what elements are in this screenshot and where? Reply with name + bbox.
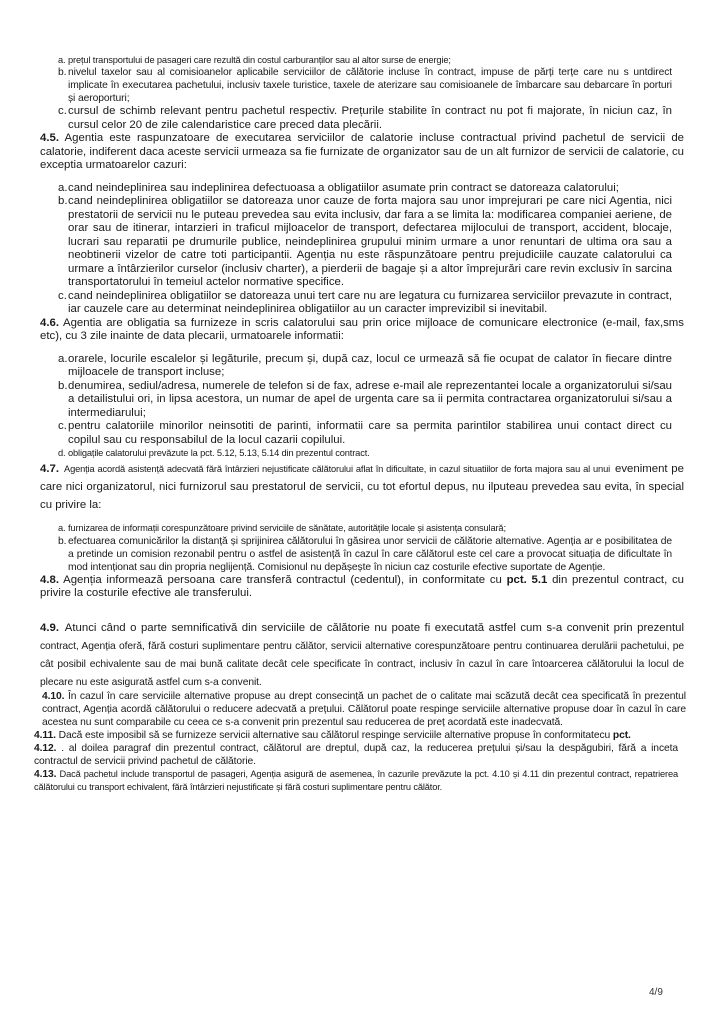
list-item-text: cand neindeplinirea obligatiilor se datoreaza unor cauze de forta majora sau unor imprejurari pe care nici Agentia, nici prestatorii de servicii nu le puteau prevedea sau evita inclusiv, dar fara a se limita la: modificarea companiei aeriene, de orar sau de itinerar, intarzieri in traficul mijloacelor de transport, defectarea mijlocului de transport, accident, blocaje, lucrari sau reparatii pe drumurile publice, neindeplinirea grupului minim urmare a unor renuntari de ultima ora sau a neobtinerii vizelor de catre toti participantii. Agenția nu este răspunzătoare pentru prejudiciile cauzate calatorului ca urmare a întârzierilor curselor (inclusiv charter), a pierderii de bagaje și a altor împrejurări care revin exclusiv în sarcina transportatorului în temeiul actelor normative specifice. [68,195,672,289]
section-number: 4.8. [40,573,59,586]
list-marker: b. [58,195,68,208]
section-4-5 [28,132,684,173]
list-item [52,290,672,317]
list-marker: a. [58,55,66,65]
list-item [52,353,672,380]
section-text-continued: din prezentul contract, cu privire la costurile efective ale transferului. [40,573,684,600]
list-marker: b. [58,67,67,79]
section-4-10 [28,690,686,729]
list-item-text: orarele, locurile escalelor și legăturile, precum și, după caz, locul ce urmează să fie ocupat de calator în fiecare dintre mijloacele de transport incluse; [68,352,672,379]
list-item [52,195,672,290]
section-number: 4.12. [34,742,57,754]
list-item-text: nivelul taxelor sau al comisioanelor aplicabile serviciilor de călătorie incluse în contract, impuse de părți terțe care nu s untdirect implicate în executarea pachetului, inclusiv taxele turistice, taxele de aterizare sau comisioanele de îmbarcare sau debarcare în porturi și aeroporturi; [68,67,672,105]
list-item [52,105,672,132]
list-item-text: efectuarea comunicărilor la distanță și sprijinirea călătorului în găsirea unor servicii de călătorie alternative. Agenția ar e posibilitatea de a pretinde un comision rezonabil pentru o astfel de asistență în cazul în care călătorul este cel care a provocat situația de dificultate în mod intenționat sau din propria neglijență. Comisionul nu depășește în niciun caz costurile efective suportate de Agenție. [68,535,672,573]
list-item-text: prețul transportului de pasageri care rezultă din costul carburanților sau al altor surse de energie; [68,55,451,65]
section-text: Dacă pachetul include transportul de pasageri, Agenția asigură de asemenea, în cazurile prevăzute la pct. 4.10 și 4.11 din prezentul contract, repatrierea călătorului cu transport echivalent, fără întârzieri nejustificate și fără costuri suplimentare pentru călător. [34,768,678,792]
list-item [52,420,672,447]
section-4-9 [28,618,684,690]
section-reference: pct. [612,729,631,741]
section-number: 4.6. [40,316,59,329]
list-item [52,522,672,534]
section-text: Dacă este imposibil să se furnizeze servicii alternative sau călătorul respinge serviciile alternative propuse în conformitatecu [58,729,611,741]
section-text-small: Agenția acordă asistență adecvată fără întârzieri nejustificate călătorului aflat în dificultate, in cazul situatiilor de forta majora sau al unui [64,464,610,475]
section-4-12 [28,742,678,768]
list-marker: c. [58,105,67,118]
list-item [52,182,672,196]
section-text: Agenția informează persoana care transferă contractul (cedentul), in conformitate cu [63,573,502,586]
section-number: 4.13. [34,768,57,780]
list-marker: b. [58,379,68,392]
section-text: În cazul în care serviciile alternative propuse au drept consecință un pachet de o calitate mai scăzută decât cea specificată în prezentul contract, Agenția acordă călătorului o reducere adecvată a prețului. Călătorul poate respinge serviciile alternative propuse doar în cazul în care acestea nu sunt comparabile cu ceea ce s-a convenit prin prezentul sau reducerea de preț acordată este inadecvată. [42,690,687,728]
list-marker: a. [58,181,68,194]
section-text: eveniment pe care nici organizatorul, nici furnizorul sau prestatorul de servicii, cu tot efortul depus, nu ilputeau prevedea sau evita, în special cu privire la: [40,463,684,512]
page-content [34,54,687,793]
section-text: Agentia este raspunzatoare de executarea serviciilor de calatorie incluse contractual privind pachetul de servicii de calatorie, indiferent daca aceste servicii urmeaza sa fie furnizate de organizator sau de un alt furnizor de servicii de calatorie, cu exceptia urmatoarelor cazuri: [40,132,684,172]
section-number: 4.9. [40,621,59,634]
section-4-8 [28,574,684,601]
list-item-text: furnizarea de informații corespunzătoare privind serviciile de sănătate, autoritățile locale și asistența consulară; [68,523,506,534]
list-marker: c. [58,289,67,302]
section-text-lead: Atunci când o parte semnificativă din serviciile de călătorie nu poate fi executată astfel cum s-a convenit prin prezentul [64,621,684,634]
list-item [52,535,672,574]
list-item [52,447,672,459]
section-4-13 [28,768,678,793]
section-text: contract, Agenția oferă, fără costuri suplimentare pentru călător, servicii alternative corespunzătoare pentru continuarea derulării pachetului, pe cât posibil echivalente sau de mai bună calitate decât cele specificate în contract, inclusiv în cazul în care întoarcerea călătorului la locul de plecare nu este asigurată astfel cum s-a convenit. [40,640,684,688]
list-item-text: cand neindeplinirea sau indeplinirea defectuoasa a obligatiilor asumate prin contract se datoreaza calatorului; [68,181,619,194]
list-marker: d. [58,448,66,459]
section-4-7 [28,459,684,513]
list-item-text: pentru calatoriile minorilor neinsotiti de parinti, informatii care sa permita parintilor stabilirea unui contact direct cu copilul sau cu responsabilul de la locul cazarii copilului. [68,420,672,446]
section-number: 4.11. [34,729,56,741]
list-item [52,66,672,105]
section-4-11 [28,729,678,742]
list-marker: a. [58,352,68,365]
section-number: 4.5. [40,132,59,145]
section-reference: pct. 5.1 [506,573,548,586]
section-number: 4.7. [40,463,59,476]
list-item-text: cand neindeplinirea obligatiilor se datoreaza unui tert care nu are legatura cu furnizarea serviciilor prevazute in contract, iar cauzele care au determinat neindeplinirea obligatiilor au un caracter imprevizibil si inevitabil. [68,289,672,316]
section-text: . al doilea paragraf din prezentul contract, călătorul are dreptul, după caz, la reducerea prețului și/sau la despăgubiri, fără a inceta contractul de servicii privind pachetul de călătorie. [34,742,679,767]
list-item-text: obligațile calatorului prevăzute la pct. 5.12, 5.13, 5.14 din prezentul contract. [68,448,370,459]
section-4-6 [28,317,684,344]
list-item-text: denumirea, sediul/adresa, numerele de telefon si de fax, adrese e-mail ale reprezentantei locale a organizatorului si/sau a detailistului ori, in lipsa acestora, un numar de apel de urgenta care sa ii permita contractarea organizatorului si/sau a intermediarului; [68,379,672,419]
list-marker: a. [58,523,66,534]
list-item [52,380,672,421]
section-text: Agentia are obligatia sa furnizeze in scris calatorului sau prin orice mijloace de comunicare electronice (e-mail, fax,sms etc), cu 3 zile inainte de data plecarii, urmatoarele informatii: [40,316,684,343]
list-marker: b. [58,535,67,547]
page-number: 4/9 [649,987,663,998]
list-item-text: cursul de schimb relevant pentru pachetul respectiv. Prețurile stabilite în contract nu pot fi majorate, în niciun caz, în cursul celor 20 de zile calendaristice care preced data plecării. [68,105,672,131]
list-item [52,54,672,66]
list-marker: c. [58,420,67,433]
section-number: 4.10. [42,690,65,702]
